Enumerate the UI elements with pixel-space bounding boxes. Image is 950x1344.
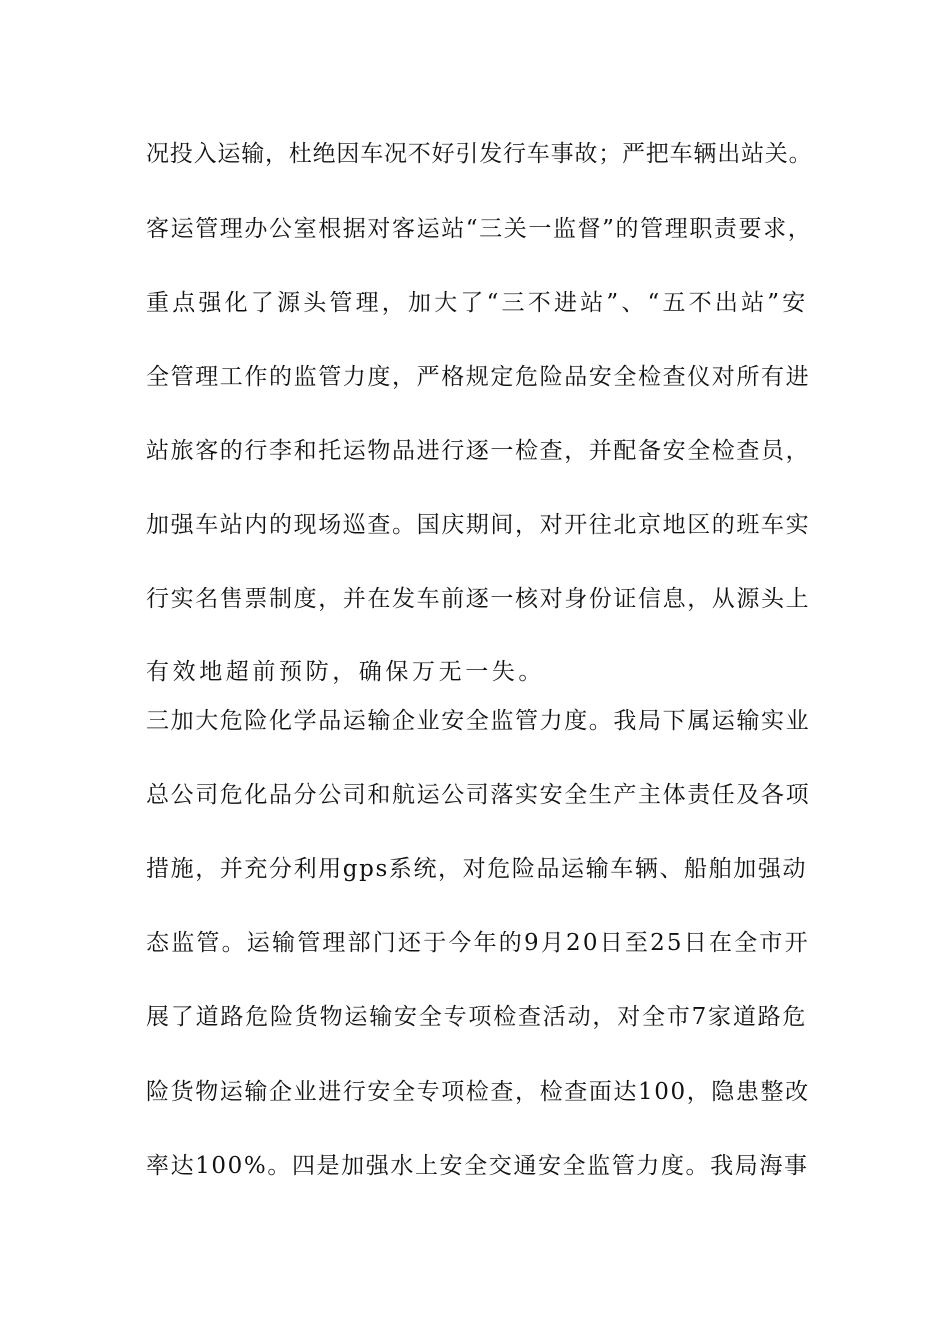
- text-line: 险货物运输企业进行安全专项检查，检查面达100，隐患整改: [146, 1079, 810, 1105]
- text-line: 况投入运输，杜绝因车况不好引发行车事故；严把车辆出站关。: [146, 141, 813, 167]
- text-line: 展了道路危险货物运输安全专项检查活动，对全市7家道路危: [146, 1004, 808, 1030]
- text-line: 加强车站内的现场巡查。国庆期间，对开往北京地区的班车实: [146, 512, 811, 538]
- text-line: 三加大危险化学品运输企业安全监管力度。我局下属运输实业: [146, 708, 811, 734]
- text-line: 有效地超前预防，确保万无一失。: [146, 659, 545, 685]
- text-line: 重点强化了源头管理，加大了“三不进站”、“五不出站”安: [146, 290, 809, 316]
- text-line: 行实名售票制度，并在发车前逐一核对身份证信息，从源头上: [146, 586, 811, 612]
- text-line: 站旅客的行李和托运物品进行逐一检查，并配备安全检查员，: [146, 438, 811, 464]
- text-line: 客运管理办公室根据对客运站“三关一监督”的管理职责要求，: [146, 216, 813, 242]
- text-line: 总公司危化品分公司和航运公司落实安全生产主体责任及各项: [146, 782, 811, 808]
- text-line: 率达100%。四是加强水上安全交通安全监管力度。我局海事: [146, 1153, 809, 1179]
- text-line: 措施，并充分利用gps系统，对危险品运输车辆、船舶加强动: [146, 856, 808, 882]
- text-line: 态监管。运输管理部门还于今年的9月20日至25日在全市开: [146, 930, 810, 956]
- text-line: 全管理工作的监管力度，严格规定危险品安全检查仪对所有进: [146, 364, 811, 390]
